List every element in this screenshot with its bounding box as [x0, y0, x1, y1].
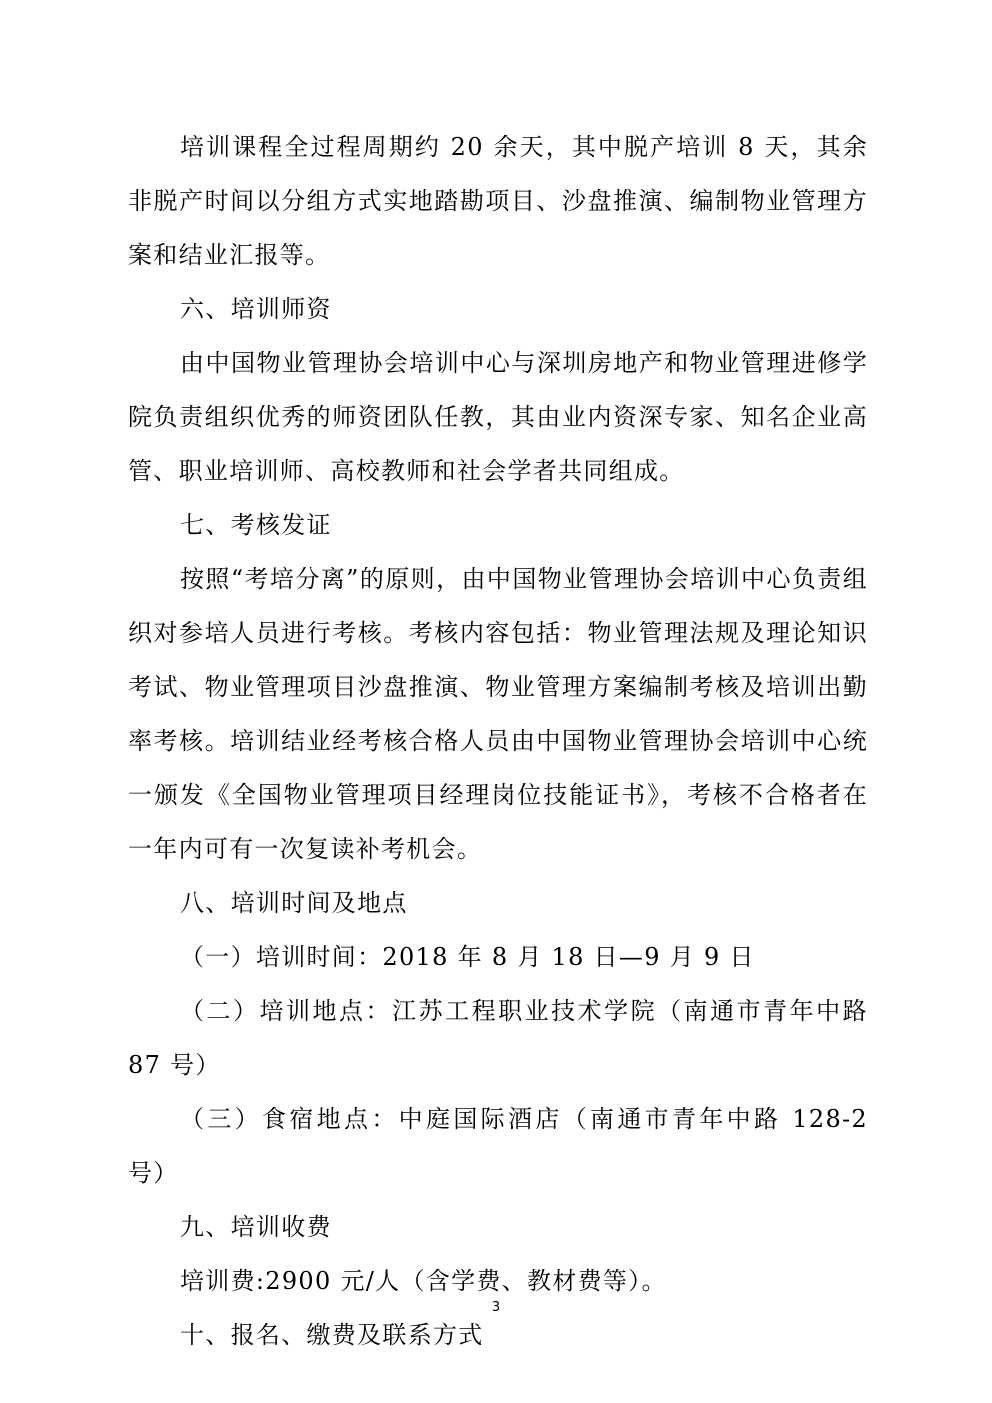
- section-heading-registration: 十、报名、缴费及联系方式: [180, 1321, 484, 1349]
- page-number: 3: [491, 1300, 501, 1315]
- paragraph-lodging-location: （三）食宿地点：中庭国际酒店（南通市青年中路 128-2 号）: [128, 1105, 868, 1187]
- section-heading-fees: 九、培训收费: [180, 1213, 332, 1241]
- section-heading-assessment: 七、考核发证: [180, 511, 332, 539]
- document-body: [128, 120, 868, 1362]
- paragraph-course-duration: 培训课程全过程周期约 20 余天，其中脱产培训 8 天，其余非脱产时间以分组方式实地踏勘项目、沙盘推演、编制物业管理方案和结业汇报等。: [128, 133, 868, 269]
- section-heading-time-location: 八、培训时间及地点: [180, 889, 408, 917]
- section-heading-teachers: 六、培训师资: [180, 295, 332, 323]
- paragraph-assessment: 按照“考培分离”的原则，由中国物业管理协会培训中心负责组织对参培人员进行考核。考核内容包括：物业管理法规及理论知识考试、物业管理项目沙盘推演、物业管理方案编制考核及培训出勤率考核。培训结业经考核合格人员由中国物业管理协会培训中心统一颁发《全国物业管理项目经理岗位技能证书》，考核不合格者在一年内可有一次复读补考机会。: [128, 565, 868, 863]
- paragraph-training-time: （一）培训时间：2018 年 8 月 18 日—9 月 9 日: [180, 943, 755, 971]
- paragraph-fees: 培训费:2900 元/人（含学费、教材费等）。: [180, 1267, 667, 1295]
- paragraph-teachers: 由中国物业管理协会培训中心与深圳房地产和物业管理进修学院负责组织优秀的师资团队任教，其由业内资深专家、知名企业高管、职业培训师、高校教师和社会学者共同组成。: [128, 349, 868, 485]
- paragraph-training-location: （二）培训地点：江苏工程职业技术学院（南通市青年中路 87 号）: [128, 997, 868, 1079]
